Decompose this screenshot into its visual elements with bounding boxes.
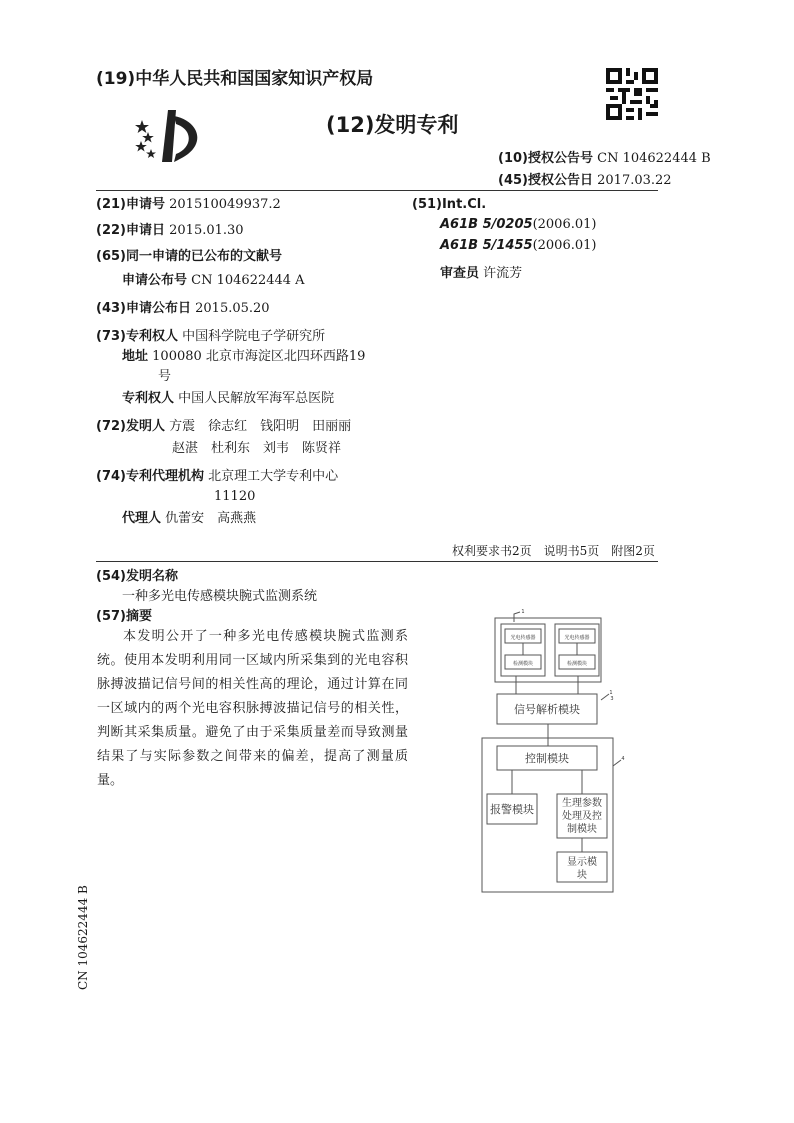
sensor-enclosure — [495, 618, 601, 682]
display-label-line1: 显示模 — [567, 857, 597, 868]
abstract-text: 本发明公开了一种多光电传感模块腕式监测系统。使用本发明利用同一区域内所采集到的光电容积脉搏波描记信号间的相关性高的理论，通过计算在同一区域内的两个光电容积脉搏波描记信号的相关性，判断其采集质量。避免了由于采集质量差而导致测量结果了与实际参数之间带来的偏差，提高了测量质量。 — [97, 629, 408, 788]
control-label: 控制模块 — [525, 752, 569, 765]
agent-row: 代理人 仇蕾安 高燕燕 — [122, 511, 257, 526]
ipc-class-1: A61B 5/0205(2006.01) — [440, 217, 597, 232]
bottom-divider — [96, 561, 658, 562]
physio-label-line2: 处理及控 — [562, 811, 602, 822]
physio-label-line3: 制模块 — [567, 824, 597, 835]
address-continuation: 号 — [158, 369, 172, 384]
title-heading: (54)发明名称 — [96, 569, 178, 584]
ref-numeral-3: 3 — [610, 696, 614, 702]
grant-number-row: (10)授权公告号 CN 104622444 B — [498, 151, 711, 166]
publication-date-row: (43)申请公布日 2015.05.20 — [96, 301, 270, 316]
patentee2-row: 专利权人 中国人民解放军海军总医院 — [122, 391, 335, 406]
sensor-label-1: 光电传感器 — [510, 635, 536, 641]
agency-row: (74)专利代理机构 北京理工大学专利中心 — [96, 469, 339, 484]
inventors-row: (72)发明人 方震 徐志红 钱阳明 田丽丽 — [96, 419, 352, 434]
examiner-row: 审查员 许流芳 — [440, 266, 523, 281]
system-block-diagram — [478, 608, 638, 898]
qr-code-icon — [606, 68, 658, 120]
abstract-heading: (57)摘要 — [96, 609, 152, 624]
inventors-continuation: 赵湛 杜利东 刘韦 陈贤祥 — [172, 441, 342, 456]
ref-numeral-2: 1 — [609, 690, 613, 696]
sensor-label-2: 光电传感器 — [564, 635, 590, 641]
display-label-line2: 块 — [577, 870, 587, 881]
cnipa-emblem-icon — [132, 108, 206, 166]
side-publication-number: CN 104622444 B — [76, 885, 90, 990]
top-divider — [96, 190, 658, 191]
physio-label-line1: 生理参数 — [562, 798, 602, 809]
application-date-row: (22)申请日 2015.01.30 — [96, 223, 244, 238]
ref-numeral-4: 4 — [621, 756, 625, 762]
document-kind: (12)发明专利 — [326, 113, 459, 137]
prior-publication-row: 申请公布号 CN 104622444 A — [122, 273, 305, 288]
agency-code: 11120 — [214, 489, 256, 504]
invention-title: 一种多光电传感模块腕式监测系统 — [122, 589, 318, 604]
page-counts: 权利要求书2页 说明书5页 附图2页 — [452, 544, 655, 558]
ref-numeral-1: 1 — [521, 609, 525, 615]
office-name: (19)中华人民共和国国家知识产权局 — [96, 69, 374, 89]
patentee-row: (73)专利权人 中国科学院电子学研究所 — [96, 329, 326, 344]
prior-publication-heading: (65)同一申请的已公布的文献号 — [96, 249, 282, 264]
detect-label-2: 检测模块 — [566, 661, 588, 667]
address-row: 地址 100080 北京市海淀区北四环西路19 — [122, 349, 366, 364]
grant-date-row: (45)授权公告日 2017.03.22 — [498, 173, 672, 188]
intcl-heading: (51)Int.Cl. — [412, 197, 487, 212]
application-number-row: (21)申请号 201510049937.2 — [96, 197, 281, 212]
signal-parse-label: 信号解析模块 — [514, 703, 580, 716]
alarm-label: 报警模块 — [490, 803, 534, 816]
ipc-class-2: A61B 5/1455(2006.01) — [440, 238, 597, 253]
detect-label-1: 检测模块 — [512, 661, 534, 667]
